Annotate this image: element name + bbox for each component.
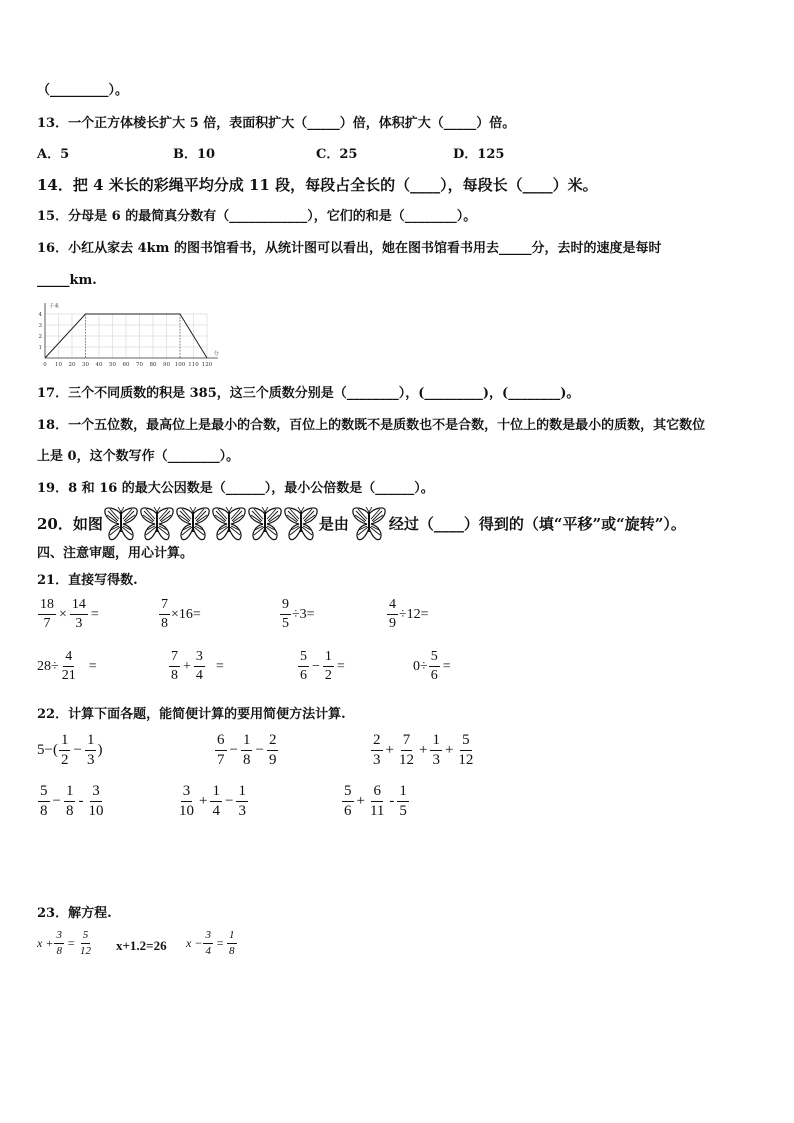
question-14: 14．把 4 米长的彩绳平均分成 11 段，每段占全长的（____），每段长（____）米。 bbox=[37, 176, 598, 194]
question-23: 23．解方程. bbox=[37, 906, 112, 921]
q21-expr-7: $\frac{5}{6}$ − $\frac{1}{2}$ = bbox=[300, 649, 345, 683]
butterfly-image bbox=[349, 506, 389, 542]
q21-expr-4: $\frac{4}{9}$ ÷12= bbox=[389, 597, 429, 631]
x-tick-label: 70 bbox=[136, 362, 143, 368]
q23-eq-2: x+1.2=26 bbox=[116, 938, 167, 953]
y-axis-label: 千米 bbox=[49, 303, 60, 310]
x-tick-label: 90 bbox=[163, 362, 170, 368]
q22-expr-1: 5−( $\frac{1}{2}$ − $\frac{1}{3}$ ) bbox=[37, 732, 103, 768]
option-b: B．10 bbox=[173, 147, 216, 162]
question-18-line1: 18．一个五位数，最高位上是最小的合数，百位上的数既不是质数也不是合数，十位上的数是最小的质数，其它数位 bbox=[37, 418, 706, 433]
question-16-line1: 16．小红从家去 4km 的图书馆看书，从统计图可以看出，她在图书馆看书用去_____分，去时的速度是每时 bbox=[37, 241, 662, 256]
option-a: A．5 bbox=[37, 147, 70, 162]
question-22: 22．计算下面各题，能简便计算的要用简便方法计算. bbox=[37, 707, 346, 722]
q22-expr-4: $\frac{5}{8}$ − $\frac{1}{8}$ - $\frac{3}{10}$ bbox=[40, 783, 104, 819]
x-tick-label: 20 bbox=[68, 362, 76, 368]
butterfly-row-image bbox=[103, 506, 319, 542]
butterfly-icon bbox=[140, 506, 174, 542]
q21-expr-6: $\frac{7}{8}$ + $\frac{3}{4}$ = bbox=[171, 649, 224, 683]
question-17: 17．三个不同质数的积是 385，这三个质数分别是（________），(_________)，(________)。 bbox=[37, 386, 580, 401]
butterfly-icon bbox=[248, 506, 282, 542]
y-tick-label: 4 bbox=[38, 312, 42, 318]
y-tick-label: 1 bbox=[38, 345, 42, 351]
q21-expr-5: 28÷ $\frac{4}{21}$ = bbox=[37, 649, 97, 683]
butterfly-icon bbox=[176, 506, 210, 542]
x-tick-label: 30 bbox=[82, 362, 89, 368]
x-tick-label: 100 bbox=[174, 362, 186, 368]
x-tick-label: 50 bbox=[109, 362, 116, 368]
question-20 bbox=[37, 506, 686, 542]
y-tick-label: 3 bbox=[38, 323, 42, 329]
q22-expr-2: $\frac{6}{7}$ − $\frac{1}{8}$ − $\frac{2}{9}$ bbox=[217, 732, 277, 768]
q21-expr-3: $\frac{9}{5}$ ÷3= bbox=[282, 597, 315, 631]
q22-expr-5: $\frac{3}{10}$ + $\frac{1}{4}$ − $\frac{1}{3}$ bbox=[179, 783, 246, 819]
x-tick-label: 60 bbox=[122, 362, 130, 368]
question-20-middle: 是由 bbox=[318, 515, 349, 533]
butterfly-icon bbox=[284, 506, 318, 542]
x-tick-label: 40 bbox=[95, 362, 103, 368]
question-21: 21．直接写得数. bbox=[37, 573, 138, 588]
x-tick-label: 80 bbox=[149, 362, 157, 368]
x-tick-label: 10 bbox=[55, 362, 62, 368]
butterfly-icon bbox=[104, 506, 138, 542]
q21-expr-2: $\frac{7}{8}$ ×16= bbox=[161, 597, 201, 631]
q23-eq-3: x − $\frac{3}{4}$ = $\frac{1}{8}$ bbox=[186, 929, 235, 957]
question-16-line2: _____km. bbox=[37, 273, 97, 288]
question-15: 15．分母是 6 的最简真分数有（____________），它们的和是（________）。 bbox=[37, 209, 477, 224]
x-tick-label: 0 bbox=[43, 362, 47, 368]
y-tick-label: 2 bbox=[38, 334, 42, 340]
option-c: C．25 bbox=[316, 147, 358, 162]
q21-expr-1: $\frac{18}{7}$ × $\frac{14}{3}$ = bbox=[40, 597, 99, 631]
x-tick-label: 110 bbox=[188, 362, 199, 368]
x-axis-label: 分 bbox=[213, 351, 219, 357]
butterfly-icon bbox=[212, 506, 246, 542]
question-13-options bbox=[37, 146, 504, 164]
q23-eq-1: x + $\frac{3}{8}$ = $\frac{5}{12}$ bbox=[37, 929, 92, 957]
answer-blank-line: （_________）。 bbox=[37, 83, 129, 98]
question-20-end: 经过（____）得到的（填“平移”或“旋转”）。 bbox=[388, 515, 686, 533]
question-13: 13．一个正方体棱长扩大 5 倍，表面积扩大（_____）倍，体积扩大（_____）倍。 bbox=[37, 116, 516, 131]
x-tick-label: 120 bbox=[201, 362, 213, 368]
q22-expr-3: $\frac{2}{3}$ + $\frac{7}{12}$ + $\frac{1}{3}$ + $\frac{5}{12}$ bbox=[373, 732, 474, 768]
option-d: D．125 bbox=[453, 147, 505, 162]
distance-time-graph bbox=[37, 300, 222, 370]
q21-expr-8: 0÷ $\frac{5}{6}$ = bbox=[413, 649, 451, 683]
question-19: 19．8 和 16 的最大公因数是（______），最小公倍数是（______）。 bbox=[37, 481, 434, 496]
q22-expr-6: $\frac{5}{6}$ + $\frac{6}{11}$ - $\frac{1}{5}$ bbox=[344, 783, 407, 819]
section-4-heading: 四、注意审题，用心计算。 bbox=[37, 546, 194, 561]
butterfly-icon bbox=[352, 506, 386, 542]
question-18-line2: 上是 0，这个数写作（________）。 bbox=[37, 449, 240, 464]
question-20-prefix: 20．如图 bbox=[37, 515, 103, 533]
